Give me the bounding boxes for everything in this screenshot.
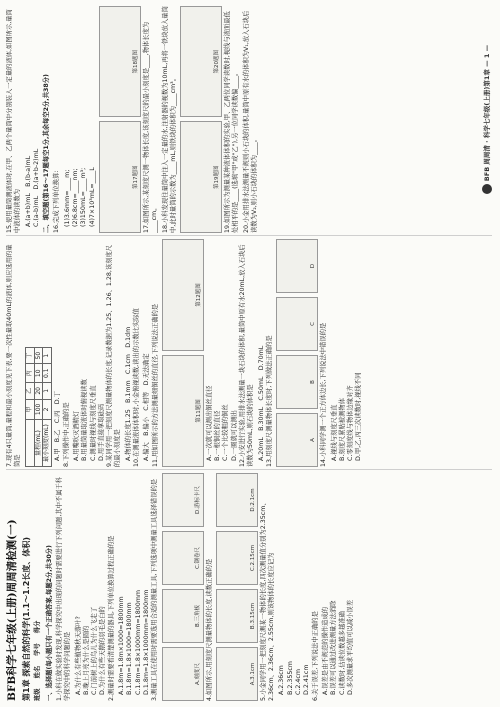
cylinder-table: 甲 乙 丙 丁 量程(mL) 100 20 10 50 最小刻度(mL) 2 1 0.1 1	[25, 347, 53, 467]
option: A.一次就可以测出铜丝直径	[205, 385, 213, 461]
question-1: 1.小科在做实验时发现,科学探究中出现的问题时需要进行下列问题,其中不属于科学探究中的科学问题的是	[56, 476, 72, 701]
fill-item: (3)150mL=____m³;	[80, 167, 88, 227]
column-divider	[6, 469, 492, 470]
section-fill: 二、填空题(第16～17题每空1分,其余每空2分,共38分)	[43, 74, 51, 233]
option: D.多次测量求平均值可以减小误差	[346, 599, 354, 695]
option: D.一圈就可以测出	[230, 410, 238, 461]
tape-measure-figure: C.钢卷尺	[162, 531, 204, 585]
caliper-figure: D.游标卡尺	[162, 473, 204, 527]
circle-measure-figure: C.2.15cm	[216, 531, 258, 585]
page-title: BFB科学七年级(上册)周周清检测(一)	[6, 519, 18, 701]
option: B.1.8m=1.8×1000=1800mm	[126, 602, 134, 695]
question-4-figures	[216, 473, 258, 701]
option: C.零刻度线与物体边缘对齐	[347, 385, 355, 461]
option-row: A.甲 B.乙 C.丙 D.丁	[54, 391, 62, 461]
option: A.1.8m=1.8m×1000=1800mm	[118, 596, 126, 695]
question-9: 9.某同学用一把刻度尺测量物体的长度,记录数据为1.25、1.26、1.28,该刻度尺的最小刻度是	[106, 244, 122, 467]
question-3: 3.测量工具在使用时需要选用合适的测量工具,下列选项中测量工具选择错误的是	[151, 478, 159, 701]
question-10: 10.在测量液体体积时,小金俯视读数,读出的示数比实际值	[132, 308, 140, 467]
option: C.读数时,估读位数越多越准确	[338, 611, 346, 695]
page-footer: BFB 周周清 · 科学七年级(上册)第1章 — 1 —	[482, 6, 492, 233]
cylinder-figure: 第12题图	[162, 239, 204, 351]
option-row: A.(a+b)mL B.(b-a)mL	[24, 155, 32, 227]
field-number: 学号	[34, 643, 42, 656]
option: A.误差是由不规范的操作造成的	[321, 606, 329, 695]
field-name: 姓名	[34, 665, 42, 679]
option: C.1.8m=1.8×1000mm=1800mm	[134, 590, 142, 695]
stone-volume-figure: 第20题图	[180, 6, 222, 118]
question-11-figures	[162, 239, 204, 467]
fill-item: (1)3.6mm=____m;	[63, 169, 71, 227]
publisher-logo-icon	[482, 184, 492, 194]
field-score: 得分	[34, 620, 42, 634]
ruler-reading-figure: B.3.15cm	[216, 589, 258, 643]
option: C.2.4cm	[295, 668, 303, 695]
question-12: 12.小安进行实验,用排水法测量一块石块的体积,量筒中原有水20mL,放入石块后读数为50mL,则石块的体积是	[239, 244, 255, 467]
ruler-reading-figure: D.2.1cm	[216, 473, 258, 527]
ruler-reading-figure: A.3.1cm	[216, 647, 258, 701]
question-19: 19.如图所示为测量某种液体体积的实验,甲、乙两位同学读数时,视线与液面最低处相平的是____(选填"甲"或"乙"),另一位同学读数偏____。	[224, 11, 240, 233]
option-row: A.偏大 B.偏小 C.相等 D.无法确定	[143, 353, 151, 461]
question-16: 16.完成下列单位换算:	[53, 170, 61, 233]
option: D.用手直接拿取砝码	[97, 403, 105, 461]
column-2	[6, 239, 492, 467]
question-17: 17.如图所示,某刻度尺测一物体长度,该刻度尺的最小刻度是____,物体长度为____cm。	[142, 21, 159, 233]
question-17-18-figures	[99, 6, 141, 233]
option: A.视线与刻度尺垂直	[330, 404, 338, 461]
option: C.测量时视线与刻度尺垂直	[89, 385, 97, 461]
option: B.用量筒量取液体时俯视读数	[81, 379, 89, 461]
syringe-figure: 第18题图	[99, 6, 141, 118]
question-3-figures	[162, 473, 204, 701]
question-13: 13.用刻度尺测量物体长度时,下列做法正确的是	[265, 335, 273, 467]
section-choice: 一、选择题(每小题只有一个正确答案,每题2分,共30分)	[45, 545, 53, 701]
option: B.一根铜丝的直径	[214, 410, 222, 461]
fill-item: (4)7×10³mL=____L	[88, 167, 96, 227]
column-divider	[6, 235, 492, 236]
triangle-ruler-figure: B.三角板	[162, 589, 204, 643]
field-class: 班级	[34, 688, 42, 701]
question-6: 6.关于误差,下列说法中正确的是	[311, 611, 319, 701]
option: B.2.355cm	[286, 661, 294, 695]
option: D.甲,乙,丙三次读数时,视线不同	[355, 372, 363, 461]
option: B.晚上月亮为什么是圆的	[82, 625, 90, 695]
chapter-subtitle: 第1章 探索自然的科学(1.1～1.2长度、体积)	[21, 536, 31, 701]
question-5: 5.小金同学用一把刻度尺测某一物体的长度,四次测量值分别为2.35cm、2.36cm、2.36cm、2.55cm,则该物体的长度应记为	[259, 499, 276, 701]
ruler-figure: 第17题图	[99, 122, 141, 234]
column-1	[6, 473, 492, 701]
option-row: A.20mL B.30mL C.50mL D.70mL	[257, 345, 265, 461]
question-11: 11.用如图所示的方法测量细铜丝的直径,下列说法正确的是	[151, 303, 159, 467]
option: D.为什么有些天鹅的羽毛是白的	[99, 606, 107, 695]
option: A.为什么有些植物秋天落叶?	[74, 616, 82, 695]
question-15: 15.使用量筒测液体时,在甲、乙两个量筒中分别装入一定量的液体,如图所示,量筒中液体的读数为	[6, 9, 22, 233]
option: A.用嘴吹灭酒精灯	[72, 410, 80, 461]
option: C.门前树上的鸟儿为什么飞走了	[91, 606, 99, 695]
column-3	[6, 6, 492, 233]
measuring-figure: D	[276, 239, 318, 293]
option: C.一个比较粗的铜丝	[222, 404, 230, 461]
question-7: 7.现有4只量筒,量程和最小刻度见下表,要一次性量取40mL的液体,则应选用的量筒是	[6, 244, 22, 467]
question-2: 2.测量时需要看清楚测量的器具,下列单位换算过程正确的是	[107, 535, 115, 701]
option: B.误差可以通过改进测量方法消除	[330, 600, 338, 695]
student-info	[34, 473, 42, 701]
option: D.1.8m=1.8×1000mm=1800mm	[142, 589, 150, 695]
question-18: 18.小科发现往量筒中注入一定量的水,注射器的视数为10mL,再将一铁块放入量筒中,此时量筒的示数为____mL,则铁块的体积为____cm³。	[161, 6, 177, 233]
ruler-figure: A.刻度尺	[162, 647, 204, 701]
question-20: 20.小金用排水法测量不规则小石块的体积,量筒中原有水的体积为V₁,放入石块后读数为V₂,则小石块的体积为____。	[242, 10, 259, 233]
measuring-figure: A	[276, 413, 318, 467]
question-13-figures	[276, 239, 318, 467]
option: D.2.41cm	[303, 664, 311, 695]
wire-coil-figure: 第11题图	[162, 355, 204, 467]
option: A.2.36cm	[278, 665, 286, 695]
option: B.刻度尺紧贴被测物体	[338, 398, 346, 461]
question-14: 14.小科同学测一个正方体边长,下列说法中错误的是	[320, 322, 328, 467]
measuring-figure: B	[276, 355, 318, 409]
option-row: C.(a-b)mL D.(a+b-2)mL	[32, 148, 40, 227]
question-4: 4.如图所示,用刻度尺测量物体的长度,读数正确的是	[205, 558, 213, 701]
question-19-20-figures	[180, 6, 222, 233]
measuring-figure: C	[276, 297, 318, 351]
fill-item: (2)6.8cm=____nm;	[72, 168, 80, 227]
option-row: A.物体的长度1.25 B.1mm C.1cm D.1dm	[124, 326, 132, 461]
question-8: 8.下列操作中,正确的是	[62, 402, 70, 467]
cylinder-reading-figure: 第19题图	[180, 122, 222, 234]
